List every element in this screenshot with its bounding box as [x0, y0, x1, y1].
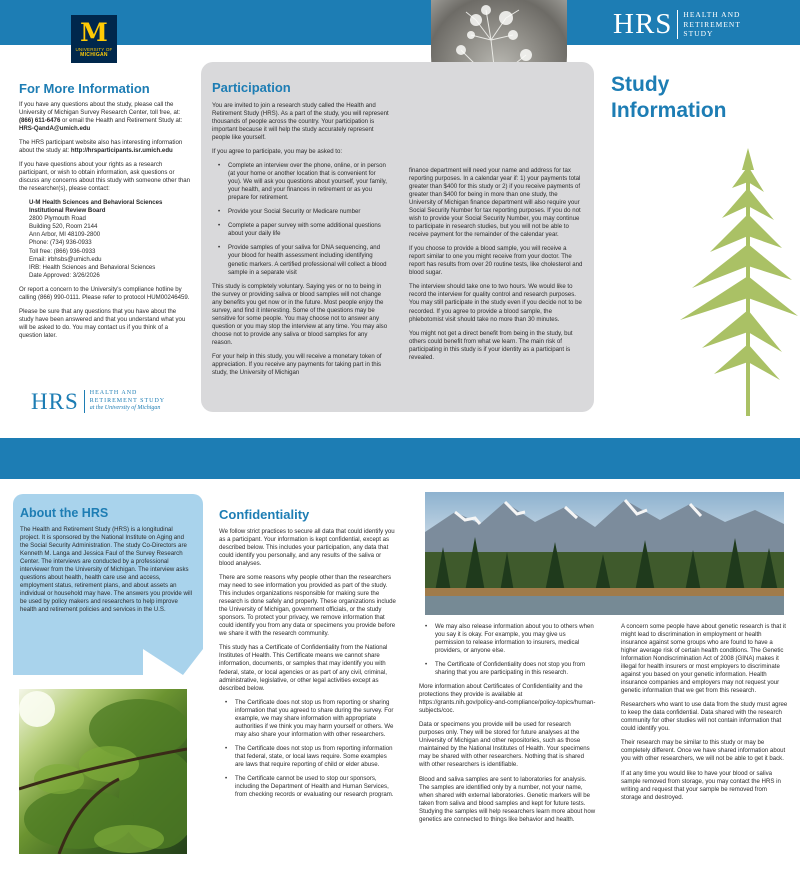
middle-bullet: • The Certificate of Confidentiality does not stop you from sharing that you are participating in this research.: [425, 661, 596, 677]
src-phone: (866) 611-6476: [19, 117, 61, 125]
page-gap: [0, 416, 800, 438]
address-line: Toll free: (866) 936-0933: [29, 247, 96, 255]
for-more-info-p4: Or report a concern to the University's compliance hotline by calling (866) 990-0111. Please refer to protocol HUM00246459.: [19, 285, 190, 301]
confidentiality-p3: This study has a Certificate of Confidentiality from the National Institutes of Health. This Certificate means we cannot share information, documents, or samples that may identify you with federal, state, or local agencies or as part of any civil, criminal, administrative, legislative, or other legal activities except as described below.: [219, 644, 388, 692]
block-m-letter: M: [80, 18, 108, 47]
participation-col1: [212, 102, 389, 383]
right-p4: If at any time you would like to have your blood or saliva sample removed from storage, you may contact the HRS in writing and request that your sample be removed from storage and destroyed.: [621, 769, 781, 801]
confidentiality-bullet: • The Certificate cannot be used to stop our sponsors, including the Department of Health and Human Services, from checking records or evaluating our research program.: [225, 775, 397, 799]
middle-p3: Blood and saliva samples are sent to laboratories for analysis. The samples are identified only by a number, not your name, when shared with external laboratories. Genetic markers will be taken from saliva and blood samples and kept for future tests. Studying the samples will help researchers learn more about how genetics are connected to things like behavior and health.: [419, 775, 596, 823]
p1-prefix: If you have any questions about the study, please call the University of Michigan Survey Research Center, toll free, at:: [19, 101, 181, 117]
hrs-logo-top: [613, 10, 741, 39]
participation-p2: If you agree to participate, you may be asked to:: [212, 148, 343, 156]
study-info-line1: Study: [611, 73, 670, 96]
for-more-info-body: [19, 101, 191, 346]
middle-bullet: • We may also release information about you to others when you say it is okay. For example, you may give us permission to release information to insurers, medical providers, or anyone else.: [425, 623, 596, 655]
address-line: Building 520, Room 2144: [29, 223, 98, 231]
hrs-letters: HRS: [613, 8, 673, 40]
hrs-logo-bottom: [31, 390, 165, 413]
hrs-line2: RETIREMENT: [683, 19, 741, 29]
for-more-info-p3: If you have questions about your rights as a research participant, or wish to obtain information, ask questions or discuss any concerns about this study with someone other than the researcher(s), please contact:: [19, 161, 191, 193]
address-line: Phone: (734) 936-0933: [29, 239, 92, 247]
p1-mid: or email the Health and Retirement Study at:: [60, 117, 183, 125]
confidentiality-body: [219, 528, 397, 805]
participation-p4: For your help in this study, you will receive a monetary token of appreciation. If you receive any payments for taking part in this study, the University of Michigan: [212, 352, 382, 376]
right-p2: Researchers who want to use data from the study must agree to keep the data confidential. Data shared with the research community for other studies will not contain information that could identify you.: [621, 701, 788, 733]
participation-heading: Participation: [212, 80, 291, 95]
hrs-line3: STUDY: [683, 29, 714, 39]
about-heading: About the HRS: [20, 506, 109, 520]
hrs-divider-bottom: [84, 390, 85, 413]
participation-c2p4: You might not get a direct benefit from being in the study, but others could benefit from what we learn. The main risk of participating in this study is if your identity as a participant is revealed.: [409, 329, 573, 361]
confidentiality-bullets: [225, 699, 397, 799]
address-line: Email: irbhsbs@umich.edu: [29, 255, 102, 263]
participation-c2p3: The interview should take one to two hours. We would like to record the interview for quality control and research purposes. You may still participate in the study even if you decide not to be recorded. If you agree to provide a blood sample, the phlebotomist visit should take no more than 30 minutes.: [409, 283, 582, 323]
participation-bullet: • Complete a paper survey with some additional questions about your daily life: [218, 222, 389, 238]
participation-bullets: [218, 162, 389, 276]
irb-name-2: Institutional Review Board: [29, 207, 106, 215]
middle-p2: Data or specimens you provide will be used for research purposes only. They will be stored for future analyses at the University of Michigan and other repositories, such as those maintained by the National Institutes of Health. Your specimens may be shared with other researchers. Nothing that is shared with other researchers is identifiable.: [419, 721, 590, 769]
confidentiality-heading: Confidentiality: [219, 507, 310, 522]
study-info-line2: Information: [611, 99, 727, 122]
hrs-fullname-bottom: [90, 390, 165, 413]
participation-col2: [409, 167, 584, 368]
irb-name-1: U-M Health Sciences and Behavioral Sciences: [29, 199, 163, 207]
michigan-text: MICHIGAN: [80, 52, 108, 58]
bottom-header-band: [0, 438, 800, 479]
middle-bullets: [425, 623, 596, 677]
participation-c2p2: If you choose to provide a blood sample, you will receive a report similar to one you might receive from your doctor. The report has results from over 20 routine tests, like cholesterol and blood sugar.: [409, 245, 583, 277]
for-more-info-p1: [19, 101, 191, 133]
right-p3: Their research may be similar to this study or may be completely different. Once we have shared information about you with other researchers, we will not be able to get it back.: [621, 739, 786, 763]
university-logo: [71, 15, 117, 63]
study-info-title: [611, 72, 727, 124]
for-more-info-heading: For More Information: [19, 81, 150, 96]
participant-website-link[interactable]: http://hrsparticipants.isr.umich.edu: [70, 147, 173, 155]
hrs-line1: HEALTH AND: [683, 10, 741, 20]
hrs-email-link[interactable]: HRS-QandA@umich.edu: [19, 125, 91, 133]
participation-bullet: • Provide your Social Security or Medicare number: [218, 208, 389, 216]
participation-c2p1: finance department will need your name and address for tax reporting purposes. In a calendar year if: 1) your payments total greater than $400 for this study or 2) if you receive payments of greater than $400 for being in more than one study, the University of Michigan finance department will also require your Social Security Number for tax reporting purposes. If you do not wish to provide your Social Security Number, you may continue to participate in research studies, but you will not be able to receive payment for the remainder of the calendar year.: [409, 167, 581, 239]
confidentiality-bullet: • The Certificate does not stop us from reporting information that federal, state, or local laws require. Some examples are laws that require reporting of child or elder abuse.: [225, 745, 397, 769]
participation-bullet: • Provide samples of your saliva for DNA sequencing, and your blood for health assessment including identifying genetic markers. A certified professional will collect a blood sample in a separate visit: [218, 244, 389, 276]
for-more-info-p5: Please be sure that any questions that you have about the study have been answered and that you understand what you will be asked to do. You may contact us if you think of a question later.: [19, 307, 186, 339]
tree-canopy-photo: [19, 689, 187, 854]
confidentiality-p1: We follow strict practices to secure all data that could identify you as a participant. Your information is kept confidential, except as described below. This includes your participation, any data that could identify you personally, and any results of the saliva or blood analyses.: [219, 528, 395, 568]
participation-bullet: • Complete an interview over the phone, online, or in person (at your home or another location that is convenient for you). We will ask you questions about yourself, your family, your health, and your finances in retirement or as you prepare for retirement.: [218, 162, 389, 202]
address-line: Date Approved: 3/26/2026: [29, 271, 100, 279]
pine-tree-illustration: [662, 148, 800, 416]
hrs-bottom-line3: at the University of Michigan: [89, 405, 161, 412]
middle-p1: More information about Certificates of Confidentiality and the protections they provide is available at https://grants.nih.gov/policy-and-compliance/policy-topics/human-subjects/coc.: [419, 683, 596, 715]
address-line: IRB: Health Sciences and Behavioral Sciences: [29, 263, 156, 271]
participation-p3: This study is completely voluntary. Saying yes or no to being in the survey or providing saliva or blood samples will not change any benefits you get now or in the future. Most people enjoy the survey, and find it interesting. Some of the questions may be sensitive for some people. You may choose not to answer any question or you may stop the interview at any time. You may also choose not to provide any saliva or blood samples for any reason.: [212, 282, 388, 346]
p2-prefix: The HRS participant website also has interesting information about the study at:: [19, 139, 183, 155]
address-line: Ann Arbor, MI 48109-2800: [29, 231, 101, 239]
hrs-bottom-line1: HEALTH AND: [89, 390, 138, 397]
university-of-text: UNIVERSITY OF: [75, 47, 113, 52]
for-more-info-p2: [19, 139, 191, 155]
middle-column-body: [419, 623, 596, 830]
irb-address: [29, 199, 191, 279]
hrs-letters-bottom: HRS: [31, 389, 79, 414]
right-column-body: [621, 623, 788, 808]
mountain-landscape-photo: [425, 492, 784, 615]
participation-p1: You are invited to join a research study called the Health and Retirement Study (HRS). As a part of the study, you will represent thousands of people across the country. Your participation is important because it will help the study accurately represent people like yourself.: [212, 102, 389, 142]
right-p1: A concern some people have about genetic research is that it might lead to discrimination in employment or health insurance against some groups who are found to have a higher average risk of certain health conditions. The Genetic Information Nondiscrimination Act of 2008 (GINA) makes it illegal for health insurers or most employers to discriminate against you based on your genetic information. Health insurance companies and employers may not request your genetic information that we get from this research.: [621, 623, 786, 695]
hrs-fullname: [683, 10, 741, 38]
top-white-strip: [0, 45, 800, 51]
hrs-divider: [677, 10, 678, 39]
about-callout-tail: [13, 649, 203, 677]
hrs-bottom-line2: RETIREMENT STUDY: [89, 397, 166, 404]
confidentiality-bullet: • The Certificate does not stop us from reporting or sharing information that you agreed to share during the survey. For example, we may share information with appropriate authorities if we think you may harm yourself or others. We may also share your information with other researchers.: [225, 699, 397, 739]
about-body: The Health and Retirement Study (HRS) is a longitudinal project. It is sponsored by the National Institute on Aging and the Social Security Administration. The study Co-Directors are Kenneth M. Langa and Jessica Faul of the Survey Research Center. The interviews are conducted by a professional interviewer from the University of Michigan. The interview asks questions about health, health care use and access, employment status, retirement plans, and about assets an individual or household may have. The answers you provide will be used by policy makers and researchers to help improve health and retirement policies and services in the U.S.: [20, 526, 192, 614]
address-line: 2800 Plymouth Road: [29, 215, 86, 223]
confidentiality-p2: There are some reasons why people other than the researchers may need to see information you provided as part of the study. This includes organizations responsible for making sure the research is done safely and properly. These organizations include the University of Michigan, government officials, or the study sponsors. To protect your privacy, we remove information that could identify you from any data or specimens you provide before we share it with the research community.: [219, 574, 396, 638]
